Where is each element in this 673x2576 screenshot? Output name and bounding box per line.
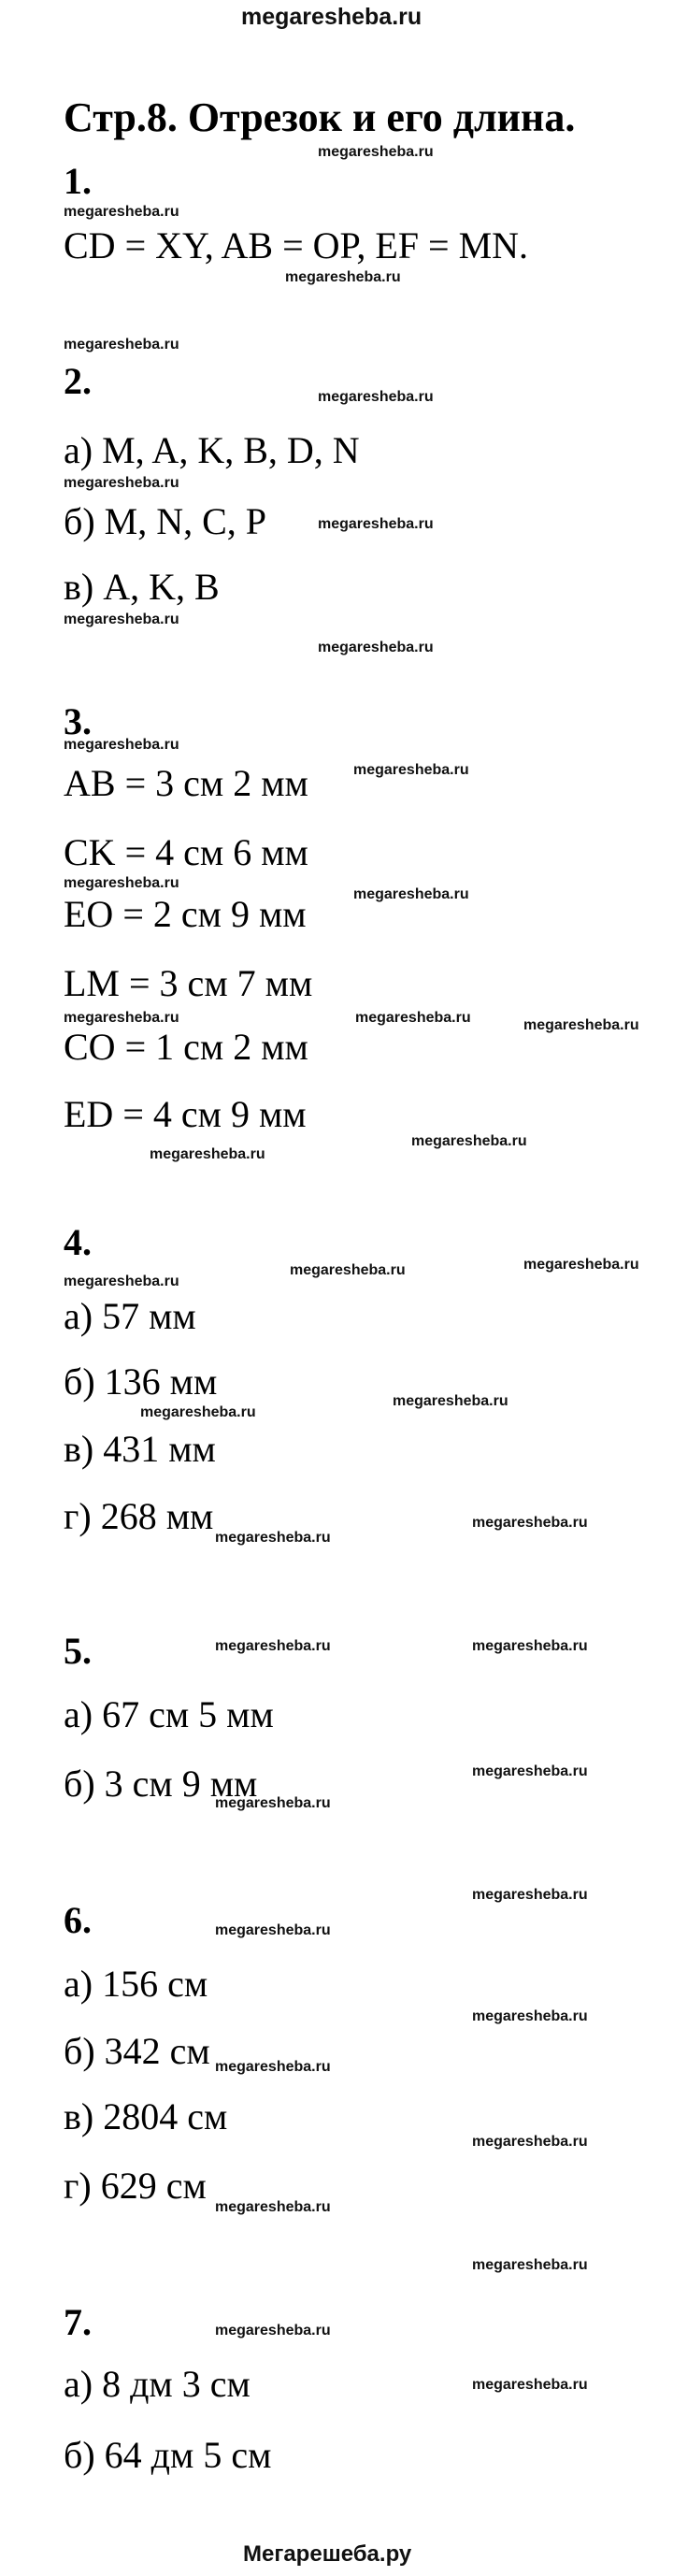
watermark: megaresheba.ru xyxy=(215,1530,331,1546)
task-6-line-4: г) 629 см xyxy=(64,2165,207,2207)
watermark: megaresheba.ru xyxy=(355,1010,471,1026)
task-3-line-6: ED = 4 см 9 мм xyxy=(64,1093,307,1135)
watermark: megaresheba.ru xyxy=(64,337,179,353)
watermark: megaresheba.ru xyxy=(472,2257,588,2273)
page-title: Стр.8. Отрезок и его длина. xyxy=(64,94,576,140)
task-6-number: 6. xyxy=(64,1899,92,1941)
watermark: megaresheba.ru xyxy=(215,2059,331,2075)
watermark: megaresheba.ru xyxy=(353,762,469,778)
watermark: megaresheba.ru xyxy=(150,1146,265,1162)
watermark: megaresheba.ru xyxy=(64,1010,179,1026)
task-5-line-2: б) 3 см 9 мм xyxy=(64,1763,258,1805)
watermark: megaresheba.ru xyxy=(285,269,401,285)
task-7-number: 7. xyxy=(64,2301,92,2343)
watermark: megaresheba.ru xyxy=(393,1393,508,1409)
task-4-number: 4. xyxy=(64,1221,92,1263)
task-4-line-3: в) 431 мм xyxy=(64,1428,216,1470)
task-2-number: 2. xyxy=(64,360,92,402)
task-3-number: 3. xyxy=(64,700,92,742)
watermark: megaresheba.ru xyxy=(411,1133,527,1149)
task-5-line-1: а) 67 см 5 мм xyxy=(64,1693,274,1735)
footer-watermark: Мегарешеба.ру xyxy=(243,2541,412,2567)
watermark: megaresheba.ru xyxy=(318,144,434,160)
watermark: megaresheba.ru xyxy=(472,1763,588,1779)
watermark: megaresheba.ru xyxy=(140,1404,256,1420)
task-3-line-1: AB = 3 см 2 мм xyxy=(64,762,308,804)
watermark: megaresheba.ru xyxy=(472,1887,588,1903)
header-watermark: megaresheba.ru xyxy=(241,4,422,30)
watermark: megaresheba.ru xyxy=(215,1638,331,1654)
watermark: megaresheba.ru xyxy=(64,1274,179,1289)
task-4-line-4: г) 268 мм xyxy=(64,1495,214,1537)
task-1-line-1: CD = XY, AB = OP, EF = MN. xyxy=(64,224,529,266)
task-2-line-3: в) A, K, B xyxy=(64,566,220,608)
task-3-line-2: CK = 4 см 6 мм xyxy=(64,831,308,873)
watermark: megaresheba.ru xyxy=(318,389,434,405)
task-1-number: 1. xyxy=(64,160,92,202)
watermark: megaresheba.ru xyxy=(215,1795,331,1811)
task-3-line-4: LM = 3 см 7 мм xyxy=(64,962,313,1004)
watermark: megaresheba.ru xyxy=(215,2323,331,2339)
watermark: megaresheba.ru xyxy=(64,204,179,220)
task-6-line-3: в) 2804 см xyxy=(64,2095,228,2137)
watermark: megaresheba.ru xyxy=(64,475,179,491)
task-7-line-1: а) 8 дм 3 см xyxy=(64,2363,251,2405)
task-5-number: 5. xyxy=(64,1630,92,1672)
watermark: megaresheba.ru xyxy=(523,1257,639,1273)
watermark: megaresheba.ru xyxy=(318,640,434,655)
task-6-line-2: б) 342 см xyxy=(64,2030,210,2072)
watermark: megaresheba.ru xyxy=(64,612,179,627)
watermark: megaresheba.ru xyxy=(472,1515,588,1531)
watermark: megaresheba.ru xyxy=(290,1262,406,1278)
watermark: megaresheba.ru xyxy=(472,2377,588,2393)
task-3-line-5: CO = 1 см 2 мм xyxy=(64,1026,308,1068)
task-2-line-2: б) M, N, C, P xyxy=(64,500,267,542)
watermark: megaresheba.ru xyxy=(64,875,179,891)
task-4-line-1: а) 57 мм xyxy=(64,1295,196,1337)
watermark: megaresheba.ru xyxy=(64,737,179,753)
watermark: megaresheba.ru xyxy=(472,2134,588,2150)
task-2-line-1: а) M, A, K, B, D, N xyxy=(64,429,360,471)
task-6-line-1: а) 156 см xyxy=(64,1963,208,2005)
watermark: megaresheba.ru xyxy=(472,1638,588,1654)
watermark: megaresheba.ru xyxy=(215,1922,331,1938)
watermark: megaresheba.ru xyxy=(318,516,434,532)
watermark: megaresheba.ru xyxy=(215,2199,331,2215)
watermark: megaresheba.ru xyxy=(523,1017,639,1033)
watermark: megaresheba.ru xyxy=(353,886,469,902)
task-3-line-3: EO = 2 см 9 мм xyxy=(64,893,307,935)
task-7-line-2: б) 64 дм 5 см xyxy=(64,2434,272,2476)
task-4-line-2: б) 136 мм xyxy=(64,1360,218,1403)
watermark: megaresheba.ru xyxy=(472,2008,588,2024)
